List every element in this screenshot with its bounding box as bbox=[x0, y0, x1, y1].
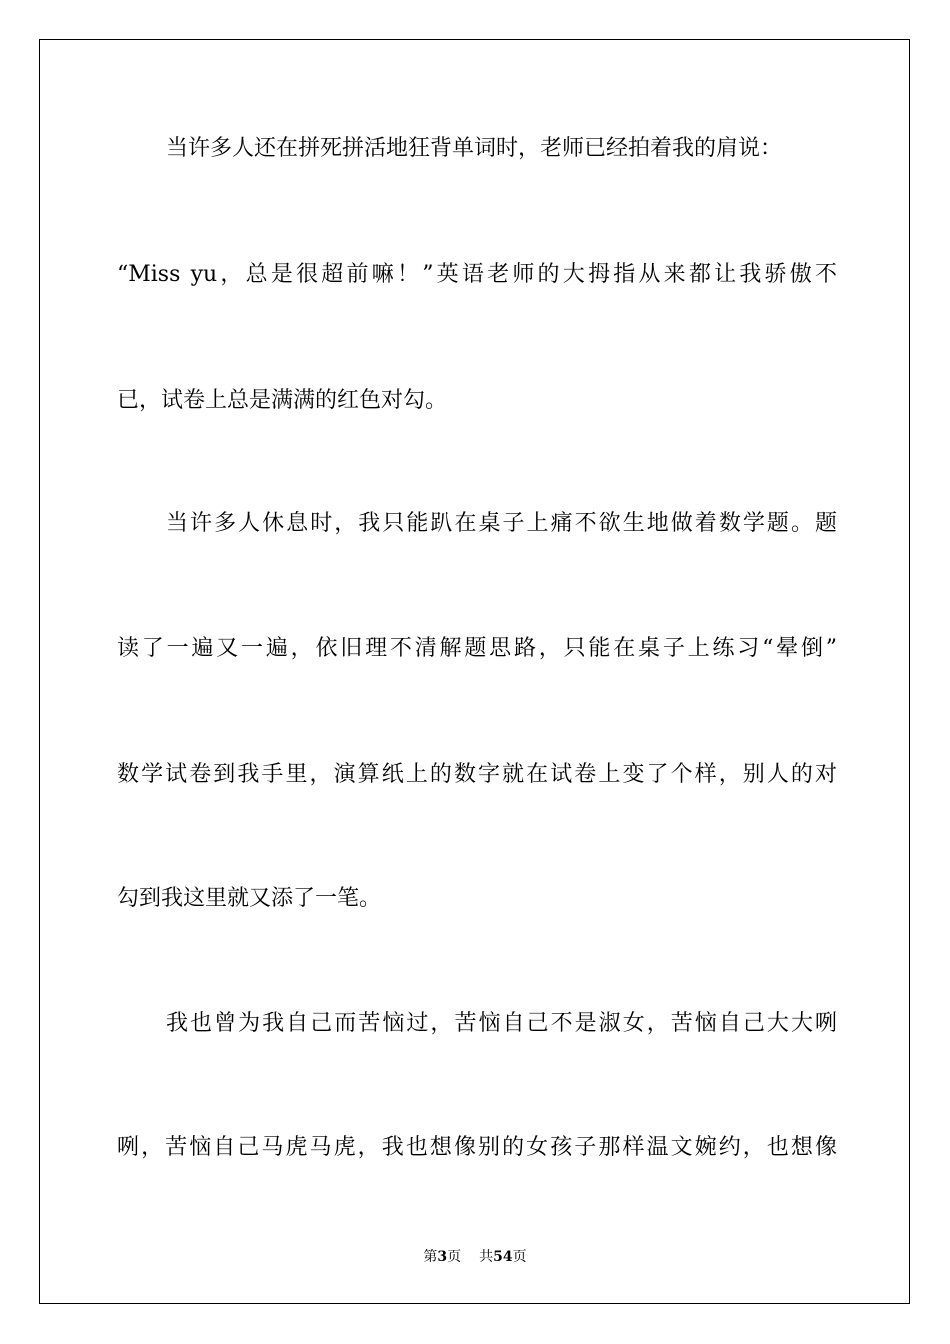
text-line-1: 当许多人还在拼死拼活地狂背单词时，老师已经拍着我的肩说： bbox=[166, 136, 783, 161]
text-line-5: 读了一遍又一遍，依旧理不清解题思路，只能在桌子上练习“晕倒” bbox=[117, 636, 837, 661]
total-prefix: 共 bbox=[479, 1249, 494, 1265]
text-line-3: 已，试卷上总是满满的红色对勾。 bbox=[117, 388, 448, 413]
text-line-6: 数学试卷到我手里，演算纸上的数字就在试卷上变了个样，别人的对 bbox=[117, 762, 837, 787]
page-number: 3 bbox=[437, 1249, 448, 1265]
total-suffix: 页 bbox=[512, 1249, 527, 1265]
text-line-2: “Miss yu，总是很超前嘛！”英语老师的大拇指从来都让我骄傲不 bbox=[117, 262, 837, 287]
text-line-9: 咧，苦恼自己马虎马虎，我也想像别的女孩子那样温文婉约，也想像 bbox=[117, 1135, 837, 1160]
page-footer bbox=[0, 1247, 950, 1267]
total-pages: 54 bbox=[493, 1249, 513, 1265]
page-prefix: 第 bbox=[423, 1249, 438, 1265]
page-border bbox=[39, 39, 910, 1304]
page-suffix: 页 bbox=[447, 1249, 462, 1265]
text-line-4: 当许多人休息时，我只能趴在桌子上痛不欲生地做着数学题。题 bbox=[166, 511, 837, 536]
text-line-7: 勾到我这里就又添了一笔。 bbox=[117, 886, 382, 911]
text-line-8: 我也曾为我自己而苦恼过，苦恼自己不是淑女，苦恼自己大大咧 bbox=[166, 1011, 837, 1036]
